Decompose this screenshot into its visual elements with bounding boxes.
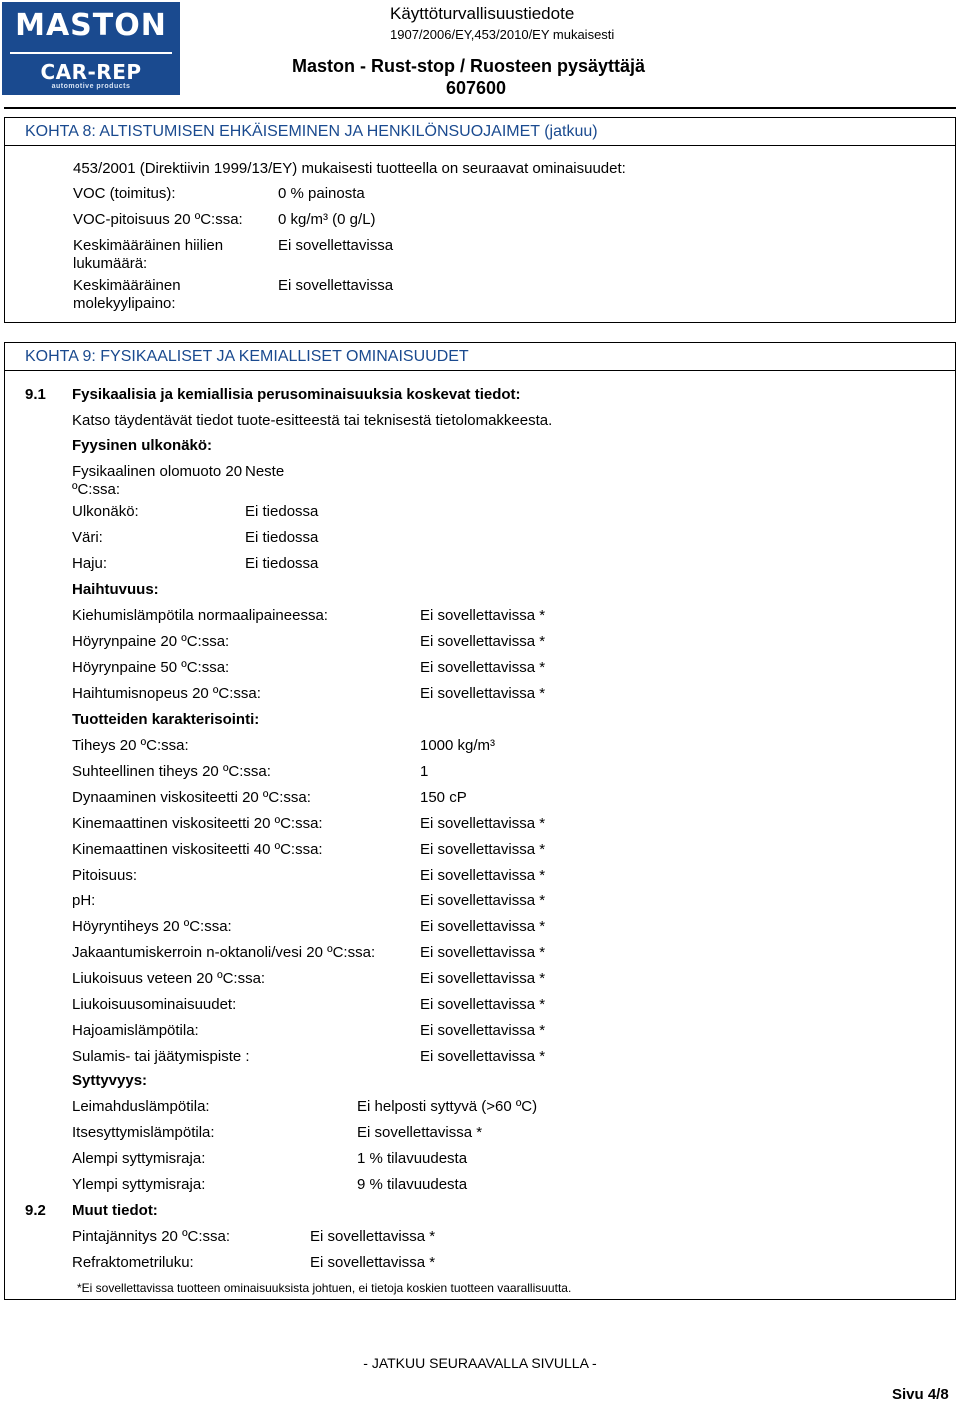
characterisation-row-label: Jakaantumiskerroin n-oktanoli/vesi 20 ºC:ssa:	[72, 944, 376, 962]
flammability-row-value: 9 % tilavuudesta	[357, 1175, 468, 1193]
characterisation-row-label: Kinemaattinen viskositeetti 20 ºC:ssa:	[72, 814, 323, 832]
continues-notice: - JATKUU SEURAAVALLA SIVULLA -	[363, 1355, 597, 1371]
molecular-weight-label-l1: Keskimääräinen	[73, 277, 181, 294]
subsection-9-2-number: 9.2	[25, 1202, 46, 1219]
subsection-9-2-title: Muut tiedot:	[72, 1202, 158, 1219]
header-divider	[4, 107, 956, 109]
vapor-pressure-20-value: Ei sovellettavissa *	[420, 633, 546, 650]
molecular-weight-value: Ei sovellettavissa	[278, 277, 394, 294]
refractometer-label: Refraktometriluku:	[72, 1254, 194, 1271]
evaporation-rate-label: Haihtumisnopeus 20 ºC:ssa:	[72, 685, 261, 702]
flammability-row-label: Leimahduslämpötila:	[72, 1098, 210, 1115]
color-value: Ei tiedossa	[245, 529, 319, 546]
section-9	[4, 342, 956, 1300]
logo-divider	[10, 52, 172, 54]
vapor-pressure-50-label: Höyrynpaine 50 ºC:ssa:	[72, 659, 230, 676]
odor-value: Ei tiedossa	[245, 555, 319, 572]
flammability-row-label: Alempi syttymisraja:	[72, 1149, 206, 1167]
section-8-title: KOHTA 8: ALTISTUMISEN EHKÄISEMINEN JA HENKILÖNSUOJAIMET (jatkuu)	[5, 118, 955, 146]
characterisation-row-value: Ei sovellettavissa *	[420, 840, 546, 858]
characterisation-row-label: Dynaaminen viskositeetti 20 ºC:ssa:	[72, 788, 311, 806]
section-8	[4, 117, 956, 323]
characterisation-row-value: Ei sovellettavissa *	[420, 944, 546, 962]
product-code: 607600	[446, 78, 507, 98]
characterisation-row-label: Sulamis- tai jäätymispiste :	[72, 1047, 250, 1065]
physical-state-value: Neste	[245, 463, 285, 480]
carbon-count-value: Ei sovellettavissa	[278, 237, 394, 254]
logo-sub-brand: CAR-REP	[40, 60, 142, 84]
boiling-point-label: Kiehumislämpötila normaalipaineessa:	[72, 607, 328, 624]
flammability-row-value: Ei sovellettavissa *	[357, 1123, 483, 1141]
characterisation-row-label: Tiheys 20 ºC:ssa:	[72, 737, 189, 754]
document-title: Käyttöturvallisuustiedote	[390, 4, 575, 23]
characterisation-row-value: Ei sovellettavissa *	[420, 1021, 546, 1039]
boiling-point-value: Ei sovellettavissa *	[420, 607, 546, 624]
vapor-pressure-50-value: Ei sovellettavissa *	[420, 659, 546, 676]
characterisation-row-label: pH:	[72, 892, 96, 910]
flammability-row-label: Ylempi syttymisraja:	[72, 1175, 206, 1193]
characterisation-row-value: 1	[420, 762, 429, 780]
characterisation-row-label: Kinemaattinen viskositeetti 40 ºC:ssa:	[72, 840, 323, 858]
odor-label: Haju:	[72, 555, 108, 572]
flammability-heading: Syttyvyys:	[72, 1072, 148, 1089]
product-name: Maston - Rust-stop / Ruosteen pysäyttäjä	[292, 56, 646, 76]
evaporation-rate-value: Ei sovellettavissa *	[420, 685, 546, 702]
surface-tension-value: Ei sovellettavissa *	[310, 1228, 436, 1245]
page-number: Sivu 4/8	[892, 1386, 949, 1403]
subsection-9-1-title: Fysikaalisia ja kemiallisia perusominaisuuksia koskevat tiedot:	[72, 386, 521, 403]
characterisation-row-value: Ei sovellettavissa *	[420, 866, 546, 884]
characterisation-row-value: Ei sovellettavissa *	[420, 814, 546, 832]
logo-tagline: automotive products	[51, 83, 131, 90]
regulation-reference: 1907/2006/EY,453/2010/EY mukaisesti	[390, 27, 615, 42]
characterisation-row-value: Ei sovellettavissa *	[420, 918, 546, 936]
characterisation-row-label: Pitoisuus:	[72, 866, 138, 884]
characterisation-row-value: Ei sovellettavissa *	[420, 1047, 546, 1065]
refractometer-value: Ei sovellettavissa *	[310, 1254, 436, 1271]
subsection-9-1-note: Katso täydentävät tiedot tuote-esitteestä tai teknisestä tietolomakkeesta.	[72, 412, 553, 429]
appearance-heading: Fyysinen ulkonäkö:	[72, 437, 213, 454]
molecular-weight-label-l2: molekyylipaino:	[73, 295, 176, 312]
flammability-row-label: Itsesyttymislämpötila:	[72, 1123, 215, 1141]
characterisation-heading: Tuotteiden karakterisointi:	[72, 711, 260, 728]
logo-brand: MASTON	[15, 8, 167, 43]
subsection-9-1-number: 9.1	[25, 386, 46, 403]
characterisation-row-label: Suhteellinen tiheys 20 ºC:ssa:	[72, 762, 271, 780]
company-logo	[2, 2, 180, 95]
surface-tension-label: Pintajännitys 20 ºC:ssa:	[72, 1228, 231, 1245]
characterisation-row-value: Ei sovellettavissa *	[420, 996, 546, 1013]
characterisation-row-value: Ei sovellettavissa *	[420, 970, 546, 988]
physical-state-label-l1: Fysikaalinen olomuoto 20	[72, 463, 243, 480]
volatility-heading: Haihtuvuus:	[72, 581, 159, 598]
characterisation-row-label: Liukoisuus veteen 20 ºC:ssa:	[72, 970, 266, 988]
section-9-title: KOHTA 9: FYSIKAALISET JA KEMIALLISET OMINAISUUDET	[5, 343, 955, 371]
characterisation-row-label: Hajoamislämpötila:	[72, 1021, 199, 1039]
flammability-row-value: Ei helposti syttyvä (>60 ºC)	[357, 1098, 538, 1115]
physical-state-label-l2: ºC:ssa:	[72, 481, 120, 498]
voc-value: 0 % painosta	[278, 185, 365, 202]
section-8-intro: 453/2001 (Direktiivin 1999/13/EY) mukaisesti tuotteella on seuraavat ominaisuudet:	[73, 160, 626, 177]
carbon-count-label-l1: Keskimääräinen hiilien	[73, 237, 224, 254]
flammability-row-value: 1 % tilavuudesta	[357, 1149, 468, 1167]
voc-content-label: VOC-pitoisuus 20 ºC:ssa:	[73, 211, 243, 228]
color-label: Väri:	[72, 529, 103, 546]
voc-label: VOC (toimitus):	[73, 185, 176, 202]
carbon-count-label-l2: lukumäärä:	[73, 255, 148, 272]
vapor-pressure-20-label: Höyrynpaine 20 ºC:ssa:	[72, 633, 230, 650]
characterisation-row-value: Ei sovellettavissa *	[420, 892, 546, 910]
characterisation-row-label: Höyryntiheys 20 ºC:ssa:	[72, 918, 232, 936]
appearance-label: Ulkonäkö:	[72, 503, 139, 520]
voc-content-value: 0 kg/m³ (0 g/L)	[278, 211, 376, 228]
characterisation-row-value: 1000 kg/m³	[420, 737, 496, 754]
characterisation-row-value: 150 cP	[420, 788, 467, 806]
footnote: *Ei sovellettavissa tuotteen ominaisuuksista johtuen, ei tietoja koskien tuotteen vaarallisuutta.	[77, 1281, 572, 1295]
characterisation-row-label: Liukoisuusominaisuudet:	[72, 996, 237, 1013]
appearance-value: Ei tiedossa	[245, 503, 319, 520]
